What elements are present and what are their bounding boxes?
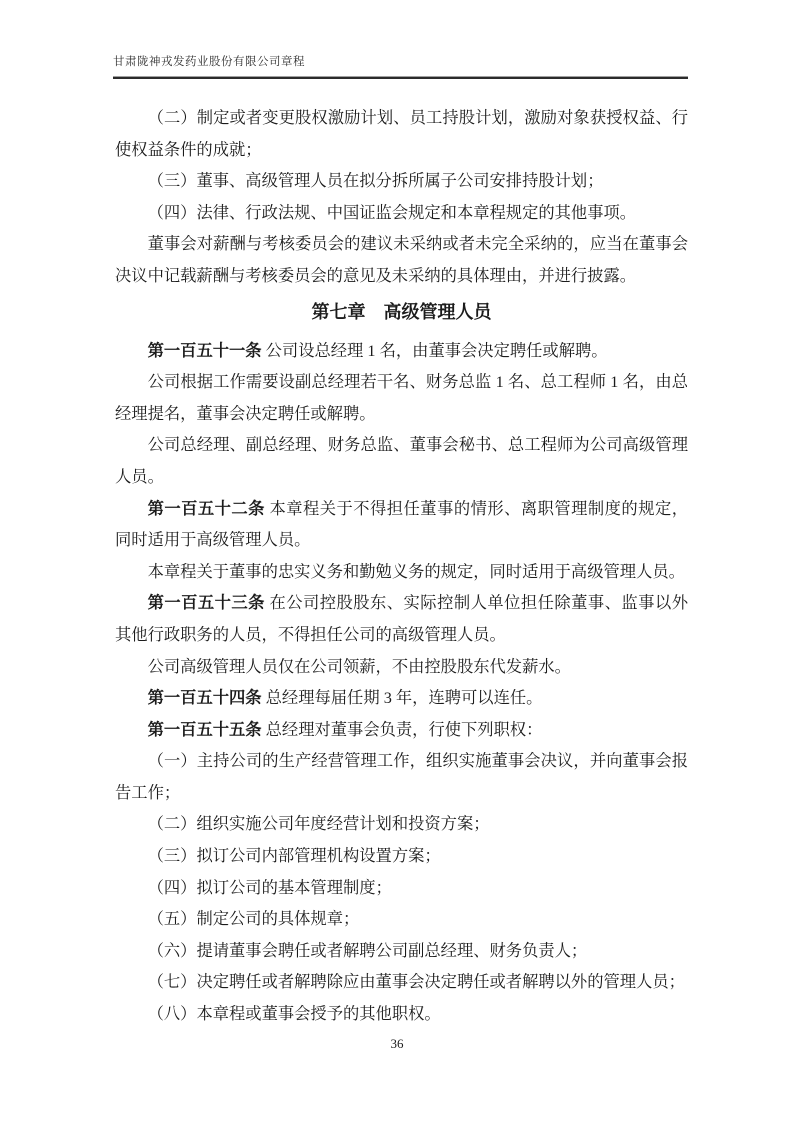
paragraph [115,682,688,714]
paragraph-text: （二）组织实施公司年度经营计划和投资方案； [147,814,490,834]
page-header [113,54,688,79]
paragraph [115,966,688,998]
paragraph [115,840,688,872]
paragraph [115,493,688,556]
paragraph [115,587,688,650]
paragraph [115,903,688,935]
header-rule-dark [113,77,688,79]
paragraph-text: 总经理对董事会负责，行使下列职权： [261,719,543,739]
paragraph-text: （六）提请董事会聘任或者解聘公司副总经理、财务负责人； [147,940,588,960]
article-number: 第一百五十五条 [147,719,262,739]
paragraph [115,808,688,840]
paragraph [115,556,688,588]
paragraph [115,935,688,967]
header-title: 甘肃陇神戎发药业股份有限公司章程 [113,56,305,68]
article-number: 第一百五十二条 [147,498,265,518]
document-body [115,102,688,1030]
paragraph-text: （三）董事、高级管理人员在拟分拆所属子公司安排持股计划； [147,171,604,191]
paragraph [115,228,688,291]
paragraph-text: （二）制定或者变更股权激励计划、员工持股计划，激励对象获授权益、行使权益条件的成就； [115,108,688,159]
paragraph-text: 公司总经理、副总经理、财务总监、董事会秘书、总工程师为公司高级管理人员。 [115,435,688,486]
paragraph [115,872,688,904]
paragraph [115,366,688,429]
paragraph-text: 公司根据工作需要设副总经理若干名、财务总监 1 名、总工程师 1 名，由总经理提名，董事会决定聘任或解聘。 [115,372,688,423]
paragraph [115,197,688,229]
article-number: 第一百五十三条 [147,593,265,613]
paragraph-text: 公司设总经理 1 名，由董事会决定聘任或解聘。 [261,340,608,360]
paragraph [115,651,688,683]
article-number: 第一百五十四条 [147,688,262,708]
page-number: 36 [390,1036,404,1051]
paragraph [115,998,688,1030]
paragraph [115,429,688,492]
paragraph [115,745,688,808]
paragraph-text: （八）本章程或董事会授予的其他职权。 [147,1004,441,1024]
paragraph-text: 董事会对薪酬与考核委员会的建议未采纳或者未完全采纳的，应当在董事会决议中记载薪酬与考核委员会的意见及未采纳的具体理由，并进行披露。 [115,234,688,285]
paragraph-text: （四）法律、行政法规、中国证监会规定和本章程规定的其他事项。 [147,202,637,222]
paragraph-text: 本章程关于董事的忠实义务和勤勉义务的规定，同时适用于高级管理人员。 [147,561,685,581]
paragraph-text: 本章程关于不得担任董事的情形、离职管理制度的规定，同时适用于高级管理人员。 [115,498,688,550]
page-footer [0,1036,794,1052]
paragraph-text: （三）拟订公司内部管理机构设置方案； [147,846,441,866]
paragraph-text: （五）制定公司的具体规章； [147,909,360,929]
article-number: 第一百五十一条 [147,340,262,360]
chapter-heading: 第七章 高级管理人员 [311,301,492,322]
paragraph-text: 公司高级管理人员仅在公司领薪，不由控股股东代发薪水。 [147,656,571,676]
paragraph-text: 在公司控股股东、实际控制人单位担任除董事、监事以外其他行政职务的人员，不得担任公司的高级管理人员。 [115,593,688,644]
paragraph [115,335,688,367]
paragraph-text: 总经理每届任期 3 年，连聘可以连任。 [261,688,543,708]
paragraph [115,102,688,165]
paragraph-text: （七）决定聘任或者解聘除应由董事会决定聘任或者解聘以外的管理人员； [147,972,685,992]
paragraph [115,165,688,197]
paragraph-text: （四）拟订公司的基本管理制度； [147,877,392,897]
paragraph [115,714,688,746]
paragraph-text: （一）主持公司的生产经营管理工作，组织实施董事会决议，并向董事会报告工作； [115,751,688,802]
